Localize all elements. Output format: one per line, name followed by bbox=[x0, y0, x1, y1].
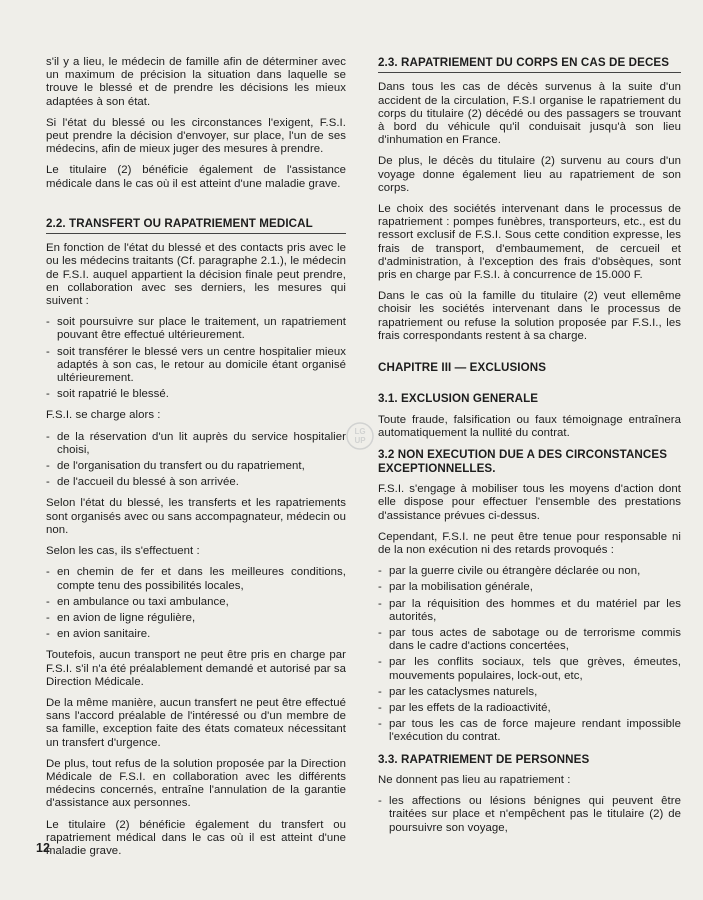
measures-list bbox=[46, 316, 346, 401]
intro-paragraph-2: Si l'état du blessé ou les circonstances l'exigent, F.S.I. peut prendre la décision d'envoyer, sur place, l'un de ses médecins, afin de mieux juger des mesures à prendre. bbox=[46, 116, 346, 156]
list-item: - par tous les cas de force majeure rendant impossible l'exécution du contrat. bbox=[378, 718, 681, 744]
section-spacer bbox=[46, 199, 346, 217]
intro-paragraph-1: s'il y a lieu, le médecin de famille afin de déterminer avec un maximum de précision la situation dans laquelle se trouve le blessé et de prendre les décisions les mieux adaptées à son état. bbox=[46, 56, 346, 108]
list-item: - par les cataclysmes naturels, bbox=[378, 686, 681, 699]
paragraph: Dans tous les cas de décès survenus à la suite d'un accident de la circulation, F.S.I organise le rapatriement du corps du titulaire (2) décédé ou des passagers se trouvant à bord du véhicule qu'il conduisait jusqu'à son lieu d'inhumation en France. bbox=[378, 81, 681, 147]
fsi-duties-list bbox=[46, 431, 346, 490]
list-item: - par la réquisition des hommes et du matériel par les autorités, bbox=[378, 598, 681, 624]
chapter-heading: CHAPITRE III — EXCLUSIONS bbox=[378, 361, 547, 375]
transport-modes-list bbox=[46, 566, 346, 641]
paragraph: Le titulaire (2) bénéficie également du transfert ou rapatriement médical dans le cas où il est atteint d'une maladie grave. bbox=[46, 818, 346, 857]
intro-paragraph-3: Le titulaire (2) bénéficie également de l'assistance médicale dans le cas où il est atteint d'une maladie grave. bbox=[46, 164, 346, 190]
section-heading-3-2: 3.2 NON EXECUTION DUE A DES CIRCONSTANCES EXCEPTIONNELLES. bbox=[378, 448, 668, 475]
list-item: - soit poursuivre sur place le traitement, un rapatriement pouvant être effectué ultérieurement. bbox=[46, 316, 346, 342]
repatriation-exclusions-list bbox=[378, 795, 681, 835]
section-heading-3-1: 3.1. EXCLUSION GENERALE bbox=[378, 392, 539, 406]
paragraph: De plus, tout refus de la solution proposée par la Direction Médicale de F.S.I. en collaboration avec les différents médecins concernés, entraîne l'annulation de la garantie d'assistance aux personnes. bbox=[46, 757, 346, 810]
list-item: - en ambulance ou taxi ambulance, bbox=[46, 596, 346, 609]
paragraph: Dans le cas où la famille du titulaire (2) veut ellemême choisir les sociétés intervenant dans le processus de rapatriement ou refuse la solution proposée par F.S.I., les frais correspondants restent à sa charge. bbox=[378, 290, 681, 342]
exclusions-list bbox=[378, 565, 681, 744]
svg-text:UP: UP bbox=[354, 436, 366, 445]
paragraph: De la même manière, aucun transfert ne peut être effectué sans l'accord préalable de l'intéressé ou d'un membre de sa famille, exception faite des états comateux nécessitant un transfert d'urgence. bbox=[46, 696, 346, 749]
paragraph: De plus, le décès du titulaire (2) survenu au cours d'un voyage donne également lieu au rapatriement de son corps. bbox=[378, 155, 681, 194]
paragraph: Toutefois, aucun transport ne peut être pris en charge par F.S.I. s'il n'a été préalablement demandé et autorisé par sa Direction Médicale. bbox=[46, 649, 346, 688]
section-heading-2-2: 2.2. TRANSFERT OU RAPATRIEMENT MEDICAL bbox=[46, 217, 346, 234]
list-item: - en avion de ligne régulière, bbox=[46, 612, 346, 625]
paragraph: F.S.I. se charge alors : bbox=[46, 409, 161, 422]
list-item: - en avion sanitaire. bbox=[46, 628, 346, 641]
list-item: - de l'accueil du blessé à son arrivée. bbox=[46, 476, 346, 489]
svg-text:LG: LG bbox=[354, 427, 366, 436]
paragraph: Ne donnent pas lieu au rapatriement : bbox=[378, 773, 571, 786]
list-item: - soit rapatrié le blessé. bbox=[46, 388, 346, 401]
list-item: - par la mobilisation générale, bbox=[378, 581, 681, 594]
paragraph: Selon l'état du blessé, les transferts et les rapatriements sont organisés avec ou sans accompagnateur, médecin ou non. bbox=[46, 497, 346, 536]
list-item: - par les effets de la radioactivité, bbox=[378, 702, 681, 715]
list-item: - en chemin de fer et dans les meilleures conditions, compte tenu des possibilités locales, bbox=[46, 566, 346, 592]
list-item: - de l'organisation du transfert ou du rapatriement, bbox=[46, 460, 346, 473]
list-item: - de la réservation d'un lit auprès du service hospitalier choisi, bbox=[46, 431, 346, 457]
list-item: - soit transférer le blessé vers un centre hospitalier mieux adaptés à son cas, le retour au domicile étant organisé ultérieurement. bbox=[46, 346, 346, 386]
section-heading-2-3: 2.3. RAPATRIEMENT DU CORPS EN CAS DE DECES bbox=[378, 56, 681, 73]
list-item: - les affections ou lésions bénignes qui peuvent être traitées sur place et n'empêchent pas le titulaire (2) de poursuivre son voyage, bbox=[378, 795, 681, 835]
paragraph: F.S.I. s'engage à mobiliser tous les moyens d'action dont elle dispose pour effectuer l'ensemble des prestations d'assistance prévues ci-dessus. bbox=[378, 483, 681, 522]
paragraph: En fonction de l'état du blessé et des contacts pris avec le ou les médecins traitants (Cf. paragraphe 2.1.), le médecin de F.S.I. auquel appartient la décision finale peut prendre, en collaboration avec ses derniers, les mesures qui suivent : bbox=[46, 242, 346, 308]
paragraph: Le choix des sociétés intervenant dans le processus de rapatriement : pompes funèbres, transporteurs, etc., est du ressort exclusif de F.S.I. Sous cette condition expresse, les frais de transport, d'embaumement, de cercueil et d'administration, à l'exception des frais d'obsèques, sont pris en charge par F.S.I. à concurrence de 15.000 F. bbox=[378, 203, 681, 282]
list-item: - par tous actes de sabotage ou de terrorisme commis dans le cadre d'actions concertées, bbox=[378, 627, 681, 653]
list-item: - par les conflits sociaux, tels que grèves, émeutes, mouvements populaires, lock-out, etc, bbox=[378, 656, 681, 682]
page-number: 12 bbox=[36, 841, 50, 855]
right-column bbox=[378, 56, 681, 843]
section-heading-3-3: 3.3. RAPATRIEMENT DE PERSONNES bbox=[378, 752, 590, 766]
list-item: - par la guerre civile ou étrangère déclarée ou non, bbox=[378, 565, 681, 578]
paragraph: Cependant, F.S.I. ne peut être tenue pour responsable ni de la non exécution ni des retards provoqués : bbox=[378, 530, 681, 556]
paragraph: Toute fraude, falsification ou faux témoignage entraînera automatiquement la nullité du contrat. bbox=[378, 413, 681, 440]
paragraph: Selon les cas, ils s'effectuent : bbox=[46, 545, 200, 558]
left-column bbox=[46, 56, 346, 866]
watermark-logo-icon bbox=[345, 421, 375, 451]
